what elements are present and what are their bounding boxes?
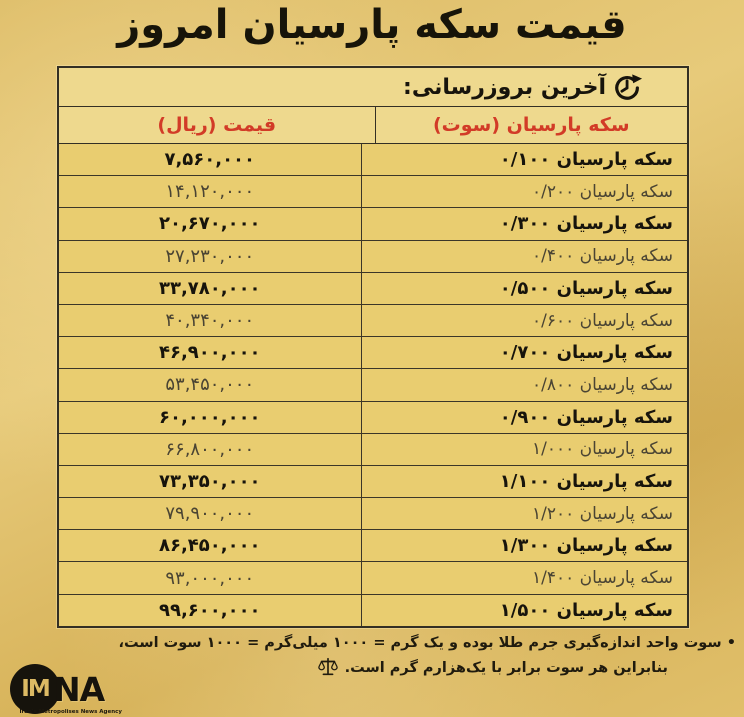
- coin-name-cell: سکه پارسیان ۱/۴۰۰: [361, 562, 687, 593]
- price-cell: ۶۶,۸۰۰,۰۰۰: [165, 438, 255, 460]
- column-header-price: قیمت (ریال): [157, 114, 277, 136]
- footnote-line-1-text: سوت واحد اندازه‌گیری جرم طلا بوده و یک گرم = ۱۰۰۰ میلی‌گرم = ۱۰۰۰ سوت است،: [118, 635, 722, 651]
- coin-name-cell: سکه پارسیان ۰/۸۰۰: [361, 369, 687, 400]
- price-table: [57, 66, 689, 628]
- coin-name-cell: سکه پارسیان ۰/۷۰۰: [361, 337, 687, 368]
- table-rows: [59, 144, 687, 626]
- table-row: [59, 337, 687, 369]
- scales-icon: [317, 656, 339, 678]
- imna-logo-tagline: Iran's Metropolises News Agency: [19, 709, 122, 715]
- coin-name-cell: سکه پارسیان ۰/۶۰۰: [361, 305, 687, 336]
- page-title: قیمت سکه پارسیان امروز: [117, 2, 627, 48]
- table-row: [59, 466, 687, 498]
- table-row: [59, 176, 687, 208]
- price-cell: ۴۰,۳۴۰,۰۰۰: [165, 310, 255, 332]
- table-row: [59, 498, 687, 530]
- table-row: [59, 434, 687, 466]
- price-cell: ۲۷,۲۳۰,۰۰۰: [165, 245, 255, 267]
- price-cell: ۶۰,۰۰۰,۰۰۰: [158, 406, 261, 428]
- table-row: [59, 562, 687, 594]
- table-row: [59, 273, 687, 305]
- table-row: [59, 144, 687, 176]
- price-cell: ۹۹,۶۰۰,۰۰۰: [158, 599, 261, 621]
- coin-name-cell: سکه پارسیان ۰/۲۰۰: [361, 176, 687, 207]
- coin-name-cell: سکه پارسیان ۱/۱۰۰: [361, 466, 687, 497]
- imna-logo: [10, 664, 122, 715]
- table-row: [59, 530, 687, 562]
- coin-name-cell: سکه پارسیان ۱/۰۰۰: [361, 434, 687, 465]
- coin-name-cell: سکه پارسیان ۱/۳۰۰: [361, 530, 687, 561]
- table-header-row: [59, 107, 687, 144]
- footnote-line-1: [0, 631, 736, 656]
- table-row: [59, 369, 687, 401]
- table-row: [59, 595, 687, 626]
- table-row: [59, 241, 687, 273]
- footnote-line-2-text: بنابراین هر سوت برابر با یک‌هزارم گرم است.: [344, 660, 668, 677]
- price-cell: ۸۶,۴۵۰,۰۰۰: [158, 535, 261, 557]
- bullet-dot: •: [726, 635, 736, 651]
- coin-name-cell: سکه پارسیان ۱/۲۰۰: [361, 498, 687, 529]
- imna-logo-disc: IM: [10, 664, 60, 714]
- coin-name-cell: سکه پارسیان ۰/۹۰۰: [361, 402, 687, 433]
- price-cell: ۵۳,۴۵۰,۰۰۰: [165, 374, 255, 396]
- price-cell: ۲۰,۶۷۰,۰۰۰: [158, 213, 261, 235]
- price-cell: ۷,۵۶۰,۰۰۰: [164, 149, 256, 171]
- coin-name-cell: سکه پارسیان ۰/۱۰۰: [361, 144, 687, 175]
- imna-logo-mark: [10, 664, 122, 714]
- coin-name-cell: سکه پارسیان ۱/۵۰۰: [361, 595, 687, 626]
- coin-name-cell: سکه پارسیان ۰/۴۰۰: [361, 241, 687, 272]
- price-cell: ۷۹,۹۰۰,۰۰۰: [165, 503, 255, 525]
- table-row: [59, 402, 687, 434]
- coin-name-cell: سکه پارسیان ۰/۵۰۰: [361, 273, 687, 304]
- price-cell: ۳۳,۷۸۰,۰۰۰: [158, 277, 261, 299]
- table-row: [59, 208, 687, 240]
- imna-logo-na: NA: [53, 669, 105, 709]
- coin-name-cell: سکه پارسیان ۰/۳۰۰: [361, 208, 687, 239]
- refresh-clock-icon: [613, 72, 643, 102]
- update-label: آخرین بروزرسانی:: [403, 74, 606, 100]
- price-cell: ۱۴,۱۲۰,۰۰۰: [165, 181, 255, 203]
- price-cell: ۹۳,۰۰۰,۰۰۰: [165, 567, 255, 589]
- table-row: [59, 305, 687, 337]
- column-header-coin: سکه پارسیان (سوت): [375, 107, 687, 143]
- price-cell: ۴۶,۹۰۰,۰۰۰: [158, 342, 261, 364]
- price-cell: ۷۳,۳۵۰,۰۰۰: [158, 470, 261, 492]
- update-bar: [59, 68, 687, 107]
